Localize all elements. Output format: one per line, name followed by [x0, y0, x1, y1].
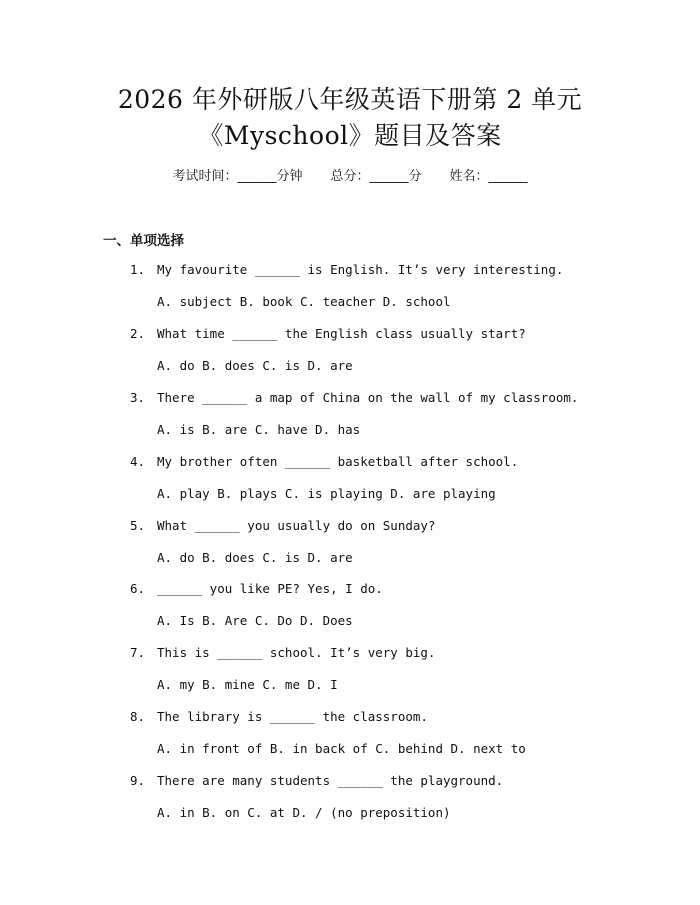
question-6-options: A. Is B. Are C. Do D. Does — [157, 613, 353, 628]
question-7-options: A. my B. mine C. me D. I — [157, 677, 338, 692]
page-title-line-1: 2026 年外研版八年级英语下册第 2 单元 — [117, 85, 583, 114]
page-title-line-2: 《Myschool》题目及答案 — [198, 121, 502, 150]
question-text: What ______ you usually do on Sunday? — [157, 518, 436, 533]
question-number: 7. — [130, 645, 146, 660]
question-1 — [130, 261, 563, 279]
question-text: There are many students ______ the playground. — [157, 773, 504, 788]
question-9 — [130, 772, 503, 790]
question-text: My favourite ______ is English. It’s very interesting. — [157, 262, 564, 277]
question-text: There ______ a map of China on the wall of my classroom. — [157, 390, 579, 405]
question-6 — [130, 580, 383, 598]
question-3 — [130, 389, 578, 407]
question-number: 2. — [130, 326, 146, 341]
question-text: This is ______ school. It’s very big. — [157, 645, 436, 660]
question-8 — [130, 708, 428, 726]
section-title: 一、单项选择 — [103, 233, 184, 249]
question-number: 9. — [130, 773, 146, 788]
question-number: 3. — [130, 390, 146, 405]
student-name-label: 姓名：______ — [449, 169, 528, 184]
question-7 — [130, 644, 435, 662]
question-1-options: A. subject B. book C. teacher D. school — [157, 294, 451, 309]
question-3-options: A. is B. are C. have D. has — [157, 422, 361, 437]
exam-time-label: 考试时间：______分钟 — [172, 169, 303, 184]
question-number: 6. — [130, 581, 146, 596]
question-number: 1. — [130, 262, 146, 277]
question-text: ______ you like PE? Yes, I do. — [157, 581, 383, 596]
question-5-options: A. do B. does C. is D. are — [157, 550, 353, 565]
question-4-options: A. play B. plays C. is playing D. are playing — [157, 486, 496, 501]
question-number: 4. — [130, 454, 146, 469]
question-9-options: A. in B. on C. at D. / (no preposition) — [157, 805, 451, 820]
question-number: 8. — [130, 709, 146, 724]
question-text: My brother often ______ basketball after school. — [157, 454, 519, 469]
total-score-label: 总分：______分 — [330, 169, 422, 184]
exam-info — [0, 168, 700, 186]
question-text: The library is ______ the classroom. — [157, 709, 428, 724]
question-text: What time ______ the English class usually start? — [157, 326, 526, 341]
question-number: 5. — [130, 518, 146, 533]
question-5 — [130, 517, 435, 535]
question-8-options: A. in front of B. in back of C. behind D. next to — [157, 741, 526, 756]
question-2-options: A. do B. does C. is D. are — [157, 358, 353, 373]
question-4 — [130, 453, 518, 471]
question-2 — [130, 325, 526, 343]
